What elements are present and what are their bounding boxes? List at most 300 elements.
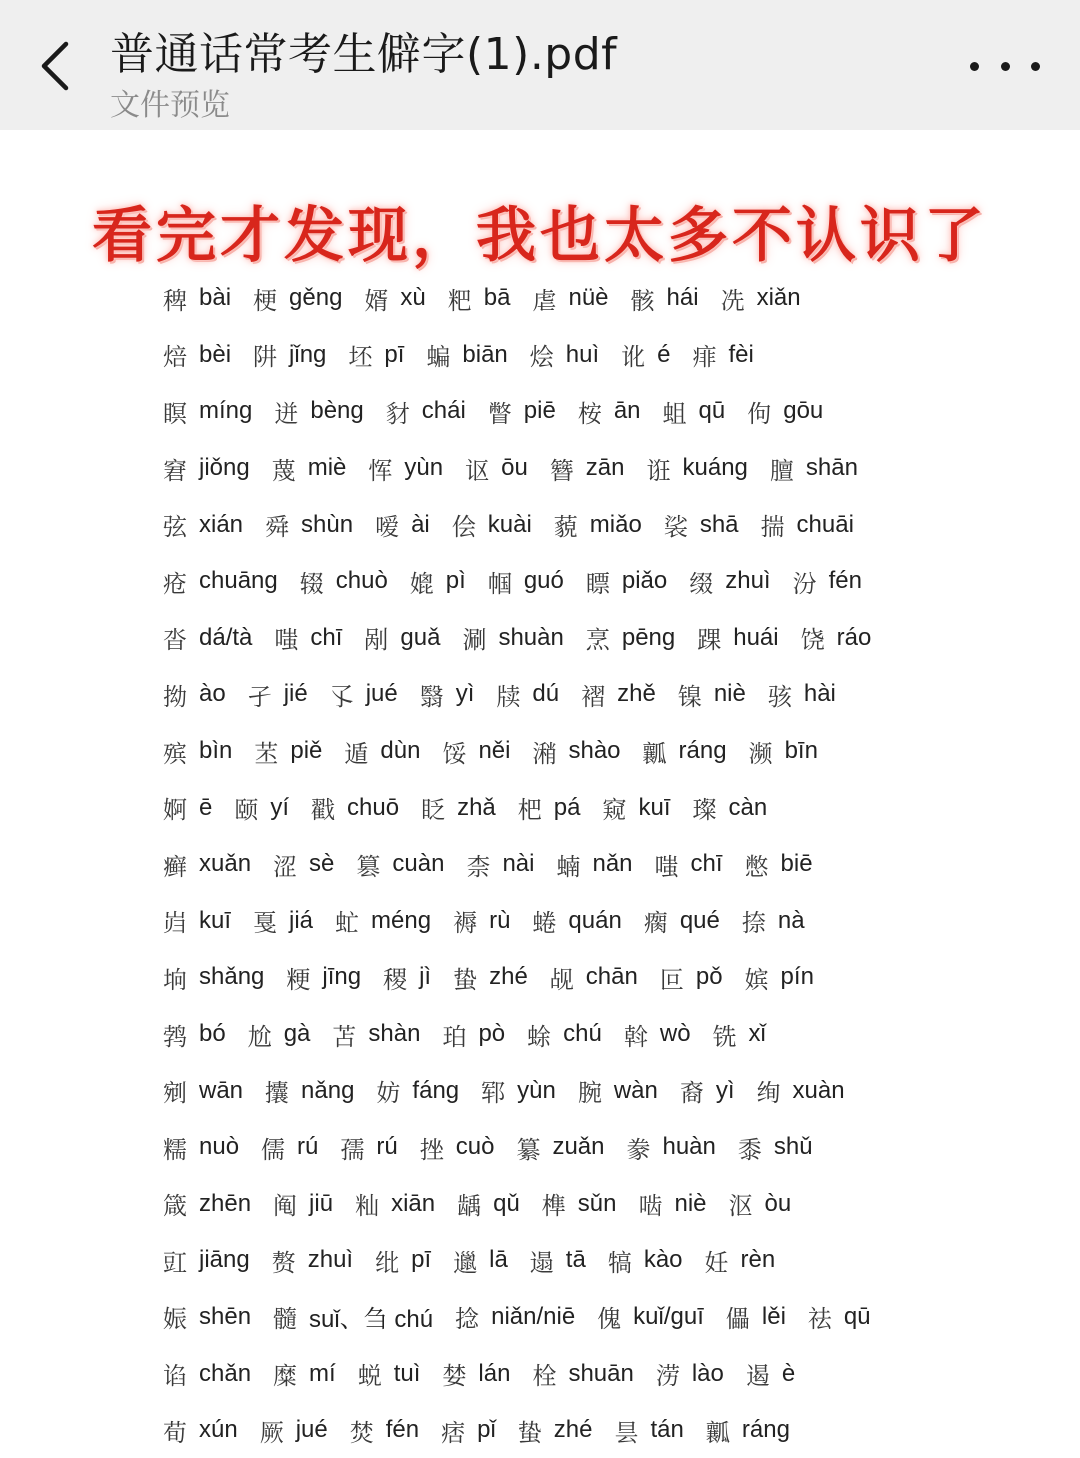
character: 邋 xyxy=(453,1248,478,1277)
character-entry xyxy=(340,1130,397,1165)
pinyin: lào xyxy=(691,1359,724,1387)
character: 涩 xyxy=(273,852,298,881)
character-entry xyxy=(442,1017,505,1052)
pinyin: dá/tà xyxy=(199,623,253,651)
character-entry xyxy=(793,564,862,599)
pinyin: niè xyxy=(713,680,746,708)
pinyin: yùn xyxy=(517,1076,556,1104)
pinyin: jié xyxy=(283,680,308,708)
character: 嗤 xyxy=(654,852,679,881)
pinyin: jiǒng xyxy=(199,454,250,482)
character-entry xyxy=(624,1017,691,1052)
character-entry xyxy=(496,677,559,712)
character: 蜍 xyxy=(527,1022,552,1051)
character: 镍 xyxy=(677,682,702,711)
character-entry xyxy=(234,790,289,825)
character: 稗 xyxy=(163,286,187,315)
pinyin: shàn xyxy=(368,1020,421,1048)
character: 烩 xyxy=(529,343,554,372)
character: 箴 xyxy=(163,1192,187,1221)
character: 馁 xyxy=(442,739,467,768)
character: 犒 xyxy=(607,1248,632,1277)
character-entry xyxy=(586,620,675,655)
character-entry xyxy=(163,281,231,316)
character: 垧 xyxy=(163,965,187,994)
character: 褥 xyxy=(453,909,478,938)
pinyin: míng xyxy=(199,397,253,425)
character-entry xyxy=(163,1243,250,1278)
character: 遁 xyxy=(344,739,369,768)
character: 妊 xyxy=(704,1248,729,1277)
character: 蜷 xyxy=(532,909,557,938)
character-entry xyxy=(163,903,231,938)
file-preview-label: 文件预览 xyxy=(110,88,230,123)
character-entry xyxy=(488,564,564,599)
character-entry xyxy=(261,1130,318,1165)
character-row xyxy=(163,779,1043,836)
character-entry xyxy=(163,677,226,712)
pinyin: gōu xyxy=(783,397,824,425)
character-row xyxy=(163,1289,1043,1346)
character: 豺 xyxy=(385,399,410,428)
character-entry xyxy=(163,1073,243,1108)
character-entry xyxy=(163,960,264,995)
character-entry xyxy=(457,1186,520,1221)
pinyin: lán xyxy=(478,1359,511,1387)
character-row xyxy=(163,496,1043,553)
pinyin: biē xyxy=(780,850,813,878)
character-entry xyxy=(626,1130,715,1165)
character: 捻 xyxy=(455,1305,480,1334)
character-entry xyxy=(729,1186,792,1221)
character-entry xyxy=(516,1130,604,1165)
character: 簪 xyxy=(549,456,574,485)
character-entry xyxy=(448,281,511,316)
character-entry xyxy=(383,960,431,995)
character-entry xyxy=(442,1356,510,1391)
character: 牍 xyxy=(496,682,521,711)
character-entry xyxy=(286,960,361,995)
character: 佝 xyxy=(747,399,772,428)
pinyin: lěi xyxy=(761,1302,786,1330)
character-entry xyxy=(660,960,723,995)
pinyin: bīn xyxy=(784,737,818,765)
character-entry xyxy=(254,734,322,769)
pinyin: chái xyxy=(421,397,466,425)
character-entry xyxy=(426,337,507,372)
character: 汾 xyxy=(792,569,817,598)
back-button[interactable] xyxy=(28,30,84,102)
pinyin: pín xyxy=(780,963,814,991)
character: 舜 xyxy=(265,513,290,542)
character-entry xyxy=(274,620,342,655)
pinyin: è xyxy=(781,1359,796,1387)
character: 厥 xyxy=(259,1418,284,1447)
character-entry xyxy=(348,337,404,372)
pinyin: zhuì xyxy=(725,567,771,595)
character: 阄 xyxy=(273,1192,298,1221)
character: 骸 xyxy=(630,286,655,315)
pinyin: ē xyxy=(199,793,213,821)
character-entry xyxy=(578,1073,658,1108)
character: 潲 xyxy=(532,739,557,768)
character: 窥 xyxy=(602,796,627,825)
character-row xyxy=(163,1345,1043,1402)
character: 遢 xyxy=(529,1248,554,1277)
pinyin: òu xyxy=(764,1189,792,1217)
pinyin: chī xyxy=(310,623,343,651)
character: 冼 xyxy=(720,286,745,315)
pinyin: niǎn/niē xyxy=(491,1302,576,1330)
pinyin: pēng xyxy=(621,623,676,651)
character: 桉 xyxy=(577,399,602,428)
pinyin: quán xyxy=(568,906,622,934)
pinyin: pǒ xyxy=(695,963,723,991)
character: 骇 xyxy=(767,682,792,711)
pinyin: tuì xyxy=(393,1359,421,1387)
character-entry xyxy=(358,1356,421,1391)
character-entry xyxy=(518,790,581,825)
character: 孓 xyxy=(329,682,354,711)
character-entry xyxy=(453,903,510,938)
character: 岿 xyxy=(163,909,187,938)
chevron-left-icon xyxy=(38,40,74,92)
character: 坯 xyxy=(348,343,373,372)
character: 遏 xyxy=(745,1362,770,1391)
pinyin: chuò xyxy=(335,567,388,595)
character-entry xyxy=(163,1130,239,1165)
pinyin: kuáng xyxy=(682,454,748,482)
pinyin: pò xyxy=(478,1020,506,1048)
character-row xyxy=(163,1062,1043,1119)
character: 蛰 xyxy=(453,965,478,994)
character-entry xyxy=(527,1017,602,1052)
character-entry xyxy=(442,734,510,769)
pinyin: nüè xyxy=(568,284,609,312)
character-entry xyxy=(747,394,823,429)
character-entry xyxy=(631,281,699,316)
character: 侩 xyxy=(451,513,476,542)
character: 恽 xyxy=(368,456,393,485)
character-entry xyxy=(745,847,813,882)
pinyin: ài xyxy=(411,510,430,538)
pinyin: pǐ xyxy=(477,1416,496,1444)
pinyin: méng xyxy=(371,906,432,934)
character-row xyxy=(163,836,1043,893)
pinyin: xián xyxy=(199,510,244,538)
character: 谄 xyxy=(163,1362,187,1391)
character-entry xyxy=(163,507,243,542)
character: 铣 xyxy=(712,1022,737,1051)
character: 婪 xyxy=(442,1362,467,1391)
pinyin: ráng xyxy=(741,1416,790,1444)
pinyin: ráo xyxy=(836,623,872,651)
character-entry xyxy=(530,337,599,372)
character: 柰 xyxy=(466,852,491,881)
pinyin: gà xyxy=(283,1020,311,1048)
character-entry xyxy=(643,734,727,769)
character-row xyxy=(163,440,1043,497)
pinyin: wān xyxy=(199,1076,244,1104)
character-entry xyxy=(330,677,398,712)
character-entry xyxy=(602,790,670,825)
character-entry xyxy=(586,564,667,599)
character-entry xyxy=(163,1017,226,1052)
character: 篡 xyxy=(356,852,381,881)
pinyin: fén xyxy=(385,1416,420,1444)
character: 纰 xyxy=(375,1248,400,1277)
pinyin: shuān xyxy=(568,1359,634,1387)
pinyin: kào xyxy=(643,1246,683,1274)
pinyin: qū xyxy=(843,1302,871,1330)
pinyin: shuàn xyxy=(498,623,564,651)
character: 戳 xyxy=(311,796,336,825)
pinyin: guó xyxy=(523,567,564,595)
character: 饶 xyxy=(800,626,825,655)
pinyin: tā xyxy=(565,1246,586,1274)
pinyin: chuō xyxy=(347,793,400,821)
character-entry xyxy=(746,1356,795,1391)
character: 昙 xyxy=(614,1418,639,1447)
character: 殡 xyxy=(163,739,187,768)
pinyin: bā xyxy=(483,284,511,312)
character-entry xyxy=(621,337,670,372)
pinyin: lā xyxy=(489,1246,508,1274)
pinyin: xún xyxy=(199,1416,238,1444)
character-entry xyxy=(163,394,252,429)
pinyin: yí xyxy=(270,793,290,821)
character-entry xyxy=(163,790,212,825)
pinyin: jiāng xyxy=(199,1246,250,1274)
character-entry xyxy=(163,1299,251,1334)
character-entry xyxy=(532,1356,633,1391)
character: 虐 xyxy=(532,286,557,315)
character-entry xyxy=(655,847,723,882)
character-entry xyxy=(273,1299,433,1334)
character: 豢 xyxy=(626,1135,651,1164)
character: 挫 xyxy=(419,1135,444,1164)
character: 蔑 xyxy=(271,456,296,485)
character: 黍 xyxy=(737,1135,762,1164)
character-entry xyxy=(421,790,496,825)
character-entry xyxy=(163,1413,238,1448)
character: 烹 xyxy=(585,626,610,655)
pinyin: rú xyxy=(376,1133,398,1161)
character-entry xyxy=(273,1186,333,1221)
pinyin: sǔn xyxy=(577,1189,617,1217)
character-entry xyxy=(420,1130,495,1165)
pdf-preview-page[interactable] xyxy=(0,130,1080,1447)
pinyin: chú xyxy=(563,1020,602,1048)
more-dot-icon xyxy=(1001,62,1010,71)
character-entry xyxy=(808,1299,871,1334)
character: 瓤 xyxy=(705,1418,730,1447)
pinyin: jǐng xyxy=(289,340,327,368)
character: 豇 xyxy=(163,1248,187,1277)
pinyin: nǎng xyxy=(301,1076,355,1104)
character-entry xyxy=(518,1413,593,1448)
character: 迸 xyxy=(274,399,299,428)
character: 赘 xyxy=(271,1248,296,1277)
character: 尬 xyxy=(247,1022,272,1051)
pinyin: mí xyxy=(309,1359,336,1387)
character-entry xyxy=(344,734,420,769)
character-entry xyxy=(738,1130,813,1165)
character: 嫔 xyxy=(744,965,769,994)
character-entry xyxy=(273,1356,336,1391)
character: 戛 xyxy=(253,909,278,938)
pinyin: fèi xyxy=(728,340,754,368)
character: 祛 xyxy=(807,1305,832,1334)
pinyin: miè xyxy=(307,454,347,482)
character: 蛆 xyxy=(662,399,687,428)
character-entry xyxy=(441,1413,496,1448)
character-entry xyxy=(581,677,656,712)
character: 弦 xyxy=(163,513,187,542)
character: 虻 xyxy=(335,909,360,938)
pinyin: wàn xyxy=(613,1076,658,1104)
character-entry xyxy=(332,1017,420,1052)
character: 傀 xyxy=(597,1305,622,1334)
character-entry xyxy=(163,1186,251,1221)
character-entry xyxy=(770,451,858,486)
character-row xyxy=(163,949,1043,1006)
pinyin: rú xyxy=(297,1133,319,1161)
pinyin: zān xyxy=(585,454,625,482)
character-entry xyxy=(453,1243,508,1278)
character-entry xyxy=(466,847,534,882)
pinyin: pī xyxy=(411,1246,432,1274)
character-entry xyxy=(410,564,466,599)
pinyin: sè xyxy=(309,850,335,878)
character: 颐 xyxy=(234,796,259,825)
character-row xyxy=(163,1006,1043,1063)
pinyin: fáng xyxy=(412,1076,460,1104)
character: 剜 xyxy=(163,1079,187,1108)
character-entry xyxy=(532,281,608,316)
character-entry xyxy=(163,564,278,599)
character: 翳 xyxy=(419,682,444,711)
character: 痞 xyxy=(441,1418,466,1447)
character: 觇 xyxy=(549,965,574,994)
character: 栓 xyxy=(532,1362,557,1391)
pinyin: ān xyxy=(613,397,641,425)
character: 嗤 xyxy=(274,626,299,655)
pinyin: chān xyxy=(585,963,638,991)
character: 蛰 xyxy=(517,1418,542,1447)
character: 璨 xyxy=(692,796,717,825)
character: 缀 xyxy=(689,569,714,598)
pinyin: shān xyxy=(805,454,858,482)
pinyin: dùn xyxy=(380,737,421,765)
pinyin: zhuì xyxy=(307,1246,354,1274)
character-row xyxy=(163,270,1043,327)
character: 蜕 xyxy=(357,1362,382,1391)
pinyin: bó xyxy=(199,1020,226,1048)
pinyin: shā xyxy=(699,510,739,538)
character-entry xyxy=(265,507,353,542)
character-entry xyxy=(386,394,466,429)
character-row xyxy=(163,723,1043,780)
pinyin: chuāi xyxy=(796,510,854,538)
pinyin: cuàn xyxy=(392,850,445,878)
character-entry xyxy=(455,1299,575,1334)
pinyin: zhǎ xyxy=(457,793,496,821)
character-entry xyxy=(163,847,251,882)
pinyin: bài xyxy=(199,284,232,312)
pinyin: shǔ xyxy=(773,1133,813,1161)
pinyin: tán xyxy=(650,1416,684,1444)
character: 婀 xyxy=(163,796,187,825)
pinyin: shùn xyxy=(301,510,354,538)
character: 阱 xyxy=(253,343,278,372)
pinyin: kuǐ/guī xyxy=(633,1302,704,1330)
pinyin: hài xyxy=(803,680,836,708)
pinyin: wò xyxy=(659,1020,691,1048)
character-entry xyxy=(272,451,347,486)
character: 眨 xyxy=(421,796,446,825)
character: 粳 xyxy=(286,965,311,994)
character: 糜 xyxy=(273,1362,298,1391)
character-entry xyxy=(274,394,363,429)
character: 帼 xyxy=(487,569,512,598)
pinyin: xuàn xyxy=(792,1076,845,1104)
character: 涝 xyxy=(655,1362,680,1391)
pinyin: dú xyxy=(532,680,560,708)
character: 揣 xyxy=(760,513,785,542)
pinyin: xuǎn xyxy=(199,850,252,878)
character-entry xyxy=(644,903,720,938)
character-entry xyxy=(350,1413,419,1448)
pinyin: chī xyxy=(690,850,723,878)
character-entry xyxy=(697,620,778,655)
character-entry xyxy=(647,451,748,486)
character-entry xyxy=(693,790,768,825)
character-entry xyxy=(273,847,334,882)
pinyin: bèng xyxy=(310,397,364,425)
pinyin: něi xyxy=(478,737,511,765)
pinyin: niè xyxy=(674,1189,707,1217)
pinyin: ōu xyxy=(501,454,528,482)
character-entry xyxy=(706,1413,790,1448)
pinyin: huái xyxy=(733,623,779,651)
character: 杷 xyxy=(517,796,542,825)
character: 娠 xyxy=(163,1305,187,1334)
pinyin: cuò xyxy=(455,1133,495,1161)
pinyin: bèi xyxy=(199,340,232,368)
character-entry xyxy=(801,620,872,655)
pinyin: shào xyxy=(568,737,621,765)
character-row xyxy=(163,1119,1043,1176)
character-entry xyxy=(713,1017,766,1052)
pinyin: fén xyxy=(828,567,862,595)
pinyin: rù xyxy=(489,906,511,934)
character: 涮 xyxy=(462,626,487,655)
character-entry xyxy=(248,1017,311,1052)
pinyin: pá xyxy=(553,793,581,821)
pinyin: é xyxy=(657,340,671,368)
character: 郓 xyxy=(481,1079,506,1108)
character-list xyxy=(163,270,1043,1458)
character-entry xyxy=(481,1073,556,1108)
character-entry xyxy=(420,677,475,712)
character-entry xyxy=(163,337,231,372)
pinyin: bìn xyxy=(199,737,233,765)
character-entry xyxy=(453,960,528,995)
pinyin: suǐ、刍 chú xyxy=(309,1306,434,1334)
pinyin: guǎ xyxy=(400,623,441,651)
more-options-button[interactable] xyxy=(970,44,1040,88)
